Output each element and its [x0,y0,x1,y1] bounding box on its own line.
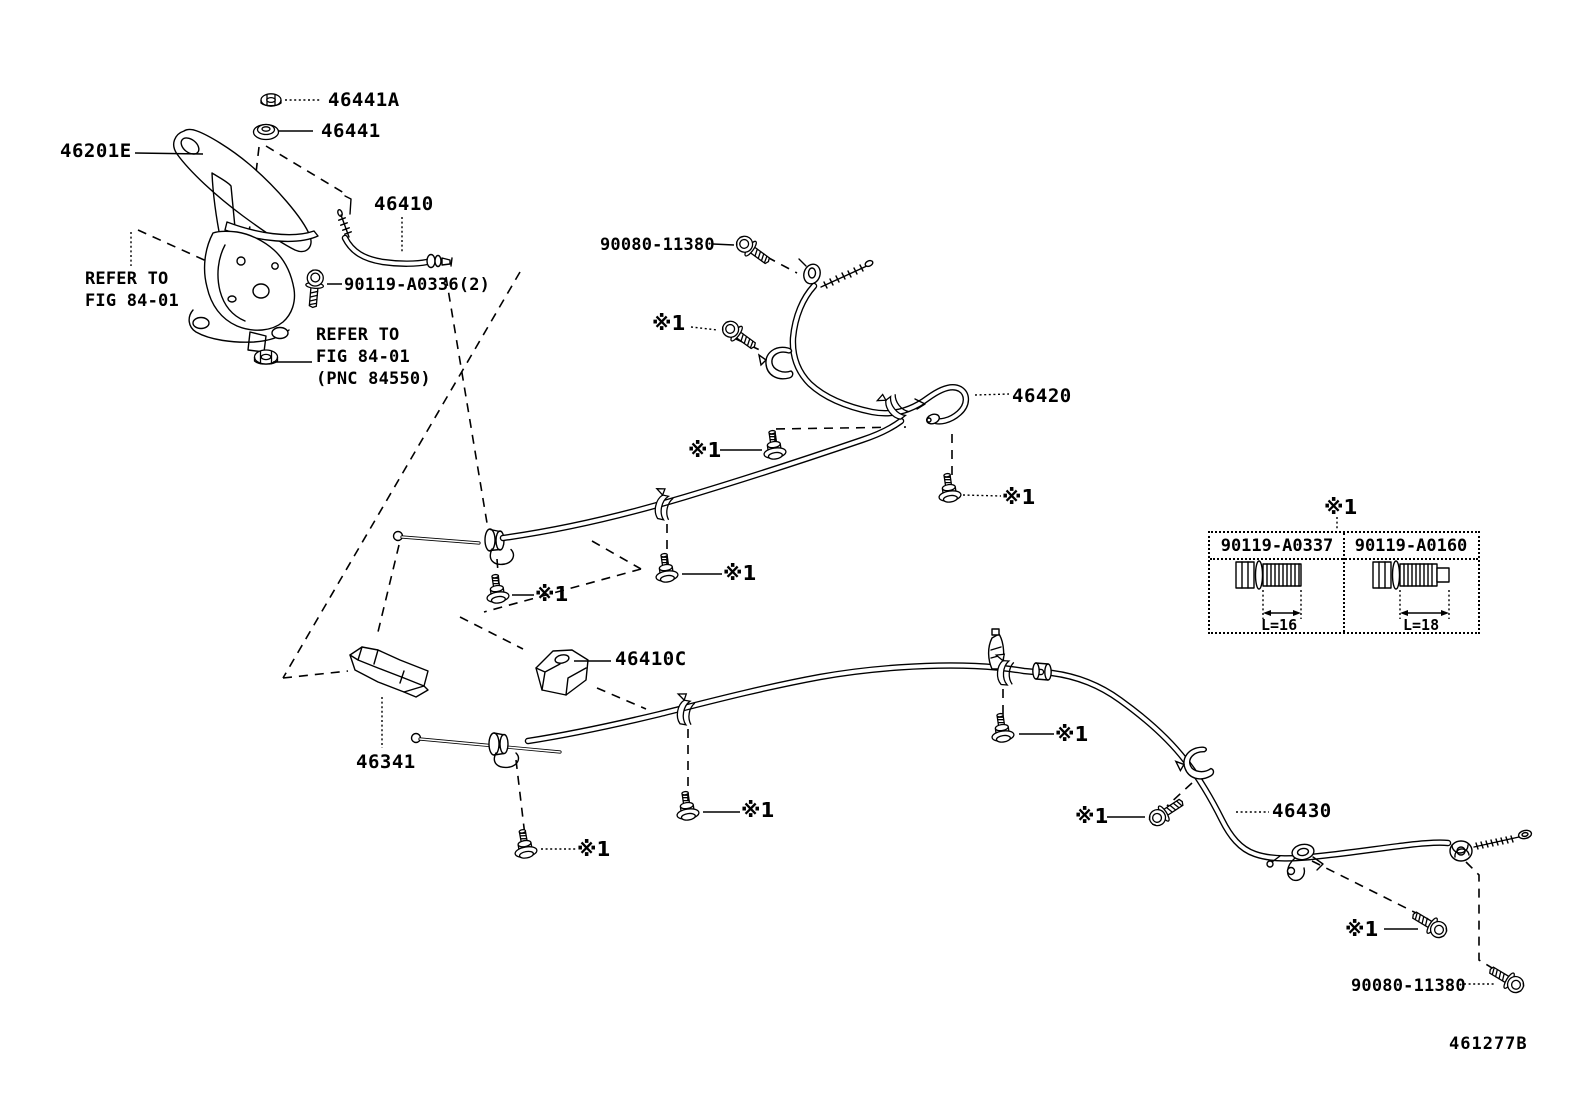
label-adjusting-nut: 46441 [321,120,381,142]
bolt-icon [719,317,760,353]
bolt-icon [653,552,679,583]
bolt-icon [511,828,538,860]
label-bolt-lower: 90080-11380 [1351,976,1466,996]
figure-code: 461277B [1449,1034,1528,1054]
bracket-46341-drawing [350,647,428,697]
label-screw: 90119-A0336(2) [344,275,491,295]
bolt-icon [989,712,1015,743]
label-front-cable: 46410 [374,193,434,215]
bolt-icon [304,269,325,308]
refer-note-line: FIG 84-01 [85,291,179,311]
bolt-spec-table [1208,531,1480,634]
label-lock-nut: 46441A [328,89,400,111]
front-cable-46410-drawing [337,209,452,267]
ref1-marker: ※1 [652,311,686,335]
bolt-icon [674,790,700,821]
clip-46410c-drawing [536,650,588,695]
ref1-marker: ※1 [1075,804,1109,828]
refer-note-line: REFER TO [316,325,400,345]
label-lever: 46201E [60,140,132,162]
label-bolt-upper: 90080-11380 [600,235,715,255]
ref1-marker: ※1 [535,582,569,606]
ref1-marker: ※1 [741,798,775,822]
refer-note-2 [316,324,431,390]
ref1-marker: ※1 [723,561,757,585]
nut-icon [254,125,279,140]
ref1-marker-table: ※1 [1324,495,1358,519]
ref1-marker: ※1 [1002,485,1036,509]
ref1-marker: ※1 [1055,722,1089,746]
refer-note-line: REFER TO [85,269,169,289]
label-rear-cable: 46430 [1272,800,1332,822]
ref1-marker: ※1 [1345,917,1379,941]
refer-note-line: FIG 84-01 [316,347,410,367]
bolt-icon [761,429,787,460]
bolt-icon [733,232,774,268]
ref1-marker: ※1 [577,837,611,861]
bolt-length-label-2: L=18 [1403,616,1440,634]
brake-lever-drawing [174,130,351,353]
table-divider [1343,533,1345,632]
intermediate-cable-46420-drawing [394,259,966,564]
spec-part-number-1: 90119-A0337 [1220,535,1334,556]
bolt-icon [1146,794,1187,829]
label-bracket: 46341 [356,751,416,773]
bolt-icon [936,472,962,503]
refer-note-1 [85,268,179,312]
nut-icon [261,94,281,106]
label-clip: 46410C [615,648,687,670]
refer-note-line: (PNC 84550) [316,369,431,389]
ref1-marker: ※1 [688,438,722,462]
bolt-icon [484,573,510,604]
bolt-length-label-1: L=16 [1261,616,1298,634]
spec-part-number-2: 90119-A0160 [1354,535,1468,556]
label-intermediate-cable: 46420 [1012,385,1072,407]
